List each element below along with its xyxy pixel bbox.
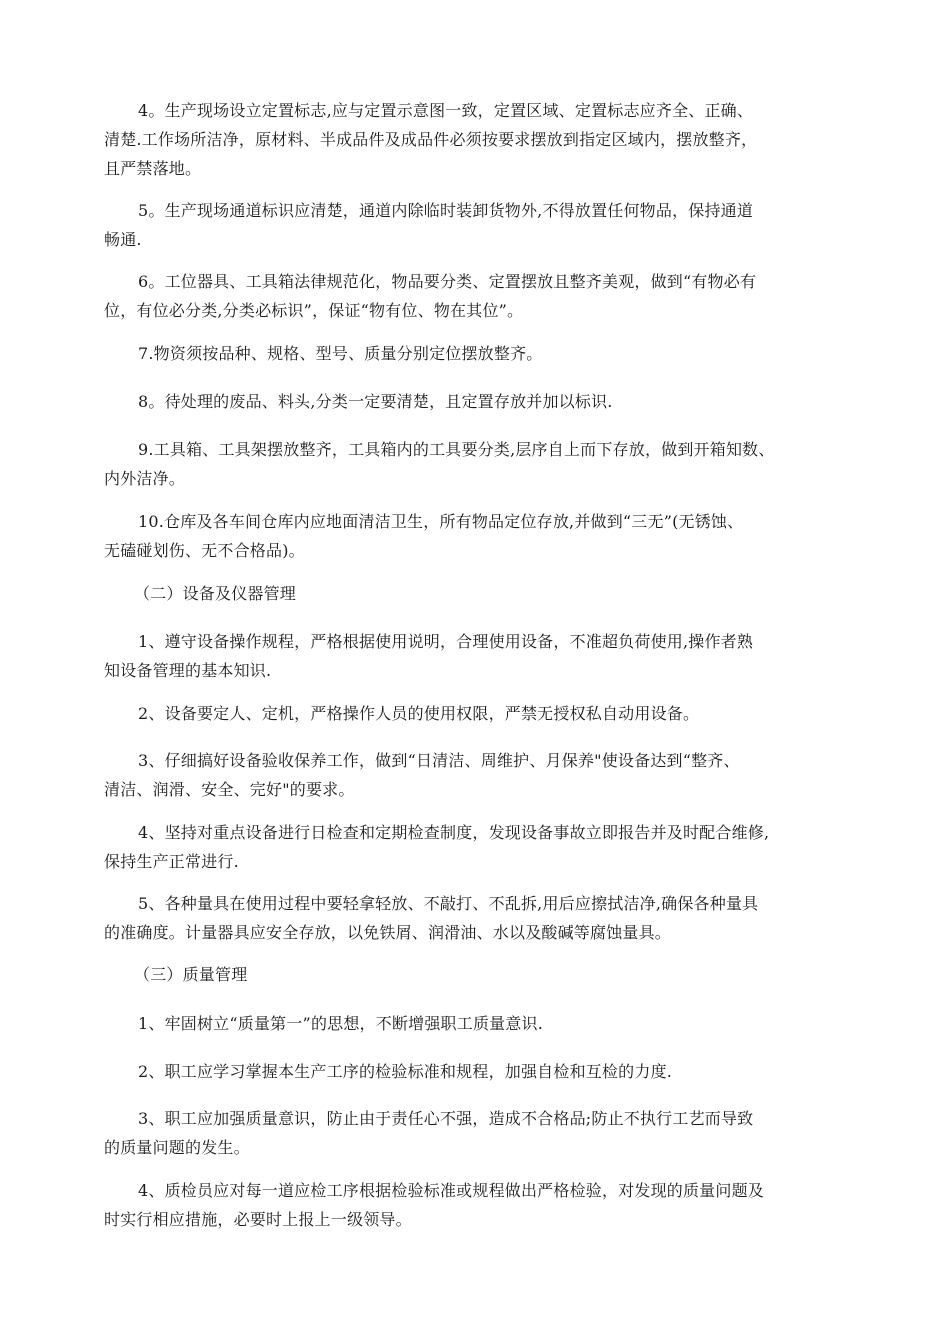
text-line: 无磕碰划伤、无不合格品)。 [104,541,305,560]
paragraph-equipment-4 [104,818,880,876]
paragraph-equipment-3 [104,746,880,804]
text-line: 10.仓库及各车间仓库内应地面清洁卫生，所有物品定位存放,并做到“三无”(无锈蚀、 [138,512,744,531]
paragraph-item-6 [104,267,880,325]
text-line: 的准确度。计量器具应安全存放，以免铁屑、润滑油、水以及酸碱等腐蚀量具。 [104,923,672,942]
paragraph-item-5 [104,196,880,254]
text-line: 2、职工应学习掌握本生产工序的检验标准和规程，加强自检和互检的力度. [138,1062,673,1081]
section-heading-quality [104,960,880,989]
text-line: 7.物资须按品种、规格、型号、质量分别定位摆放整齐。 [138,344,543,363]
text-line: 9.工具箱、工具架摆放整齐，工具箱内的工具要分类,层序自上而下存放，做到开箱知数、 [138,440,775,459]
text-line: 畅通. [104,230,142,249]
text-line: 时实行相应措施，必要时上报上一级领导。 [104,1210,412,1229]
paragraph-quality-2 [104,1057,880,1086]
paragraph-equipment-2 [104,699,880,728]
text-line: 的质量问题的发生。 [104,1138,250,1157]
paragraph-item-8 [104,387,880,416]
text-line: 知设备管理的基本知识. [104,661,272,680]
text-line: 5、各种量具在使用过程中要轻拿轻放、不敲打、不乱拆,用后应擦拭洁净,确保各种量具 [138,894,759,913]
paragraph-item-9 [104,435,880,493]
heading-text: （二）设备及仪器管理 [134,584,297,603]
text-line: 6。工位器具、工具箱法律规范化，物品要分类、定置摆放且整齐美观，做到“有物必有 [138,272,757,291]
paragraph-item-7 [104,339,880,368]
text-line: 位，有位必分类,分类必标识”，保证“物有位、物在其位”。 [104,301,524,320]
text-line: 8。待处理的废品、料头,分类一定要清楚，且定置存放并加以标识. [138,392,613,411]
paragraph-equipment-1 [104,627,880,685]
text-line: 4。生产现场设立定置标志,应与定置示意图一致，定置区域、定置标志应齐全、正确、 [138,101,754,120]
text-line: 1、遵守设备操作规程，严格根据使用说明，合理使用设备，不准超负荷使用,操作者熟 [138,632,754,651]
text-line: 内外洁净。 [104,469,186,488]
text-line: 清楚.工作场所洁净，原材料、半成品件及成品件必须按要求摆放到指定区域内，摆放整齐， [104,130,758,149]
text-line: 保持生产正常进行. [104,852,239,871]
text-line: 3、仔细搞好设备验收保养工作，做到“日清洁、周维护、月保养"使设备达到“整齐、 [138,751,740,770]
text-line: 5。生产现场通道标识应清楚，通道内除临时装卸货物外,不得放置任何物品，保持通道 [138,201,754,220]
text-line: 3、职工应加强质量意识，防止由于责任心不强，造成不合格品;防止不执行工艺而导致 [138,1109,754,1128]
text-line: 清洁、润滑、安全、完好"的要求。 [104,780,355,799]
paragraph-equipment-5 [104,889,880,947]
text-line: 4、质检员应对每一道应检工序根据检验标准或规程做出严格检验，对发现的质量问题及 [138,1181,764,1200]
text-line: 且严禁落地。 [104,159,202,178]
text-line: 4、坚持对重点设备进行日检查和定期检查制度，发现设备事故立即报告并及时配合维修, [138,823,770,842]
paragraph-quality-3 [104,1104,880,1162]
paragraph-quality-4 [104,1176,880,1234]
paragraph-item-10 [104,507,880,565]
paragraph-quality-1 [104,1009,880,1038]
section-heading-equipment [104,579,880,608]
text-line: 1、牢固树立“质量第一”的思想，不断增强职工质量意识. [138,1014,544,1033]
heading-text: （三）质量管理 [134,965,248,984]
text-line: 2、设备要定人、定机，严格操作人员的使用权限，严禁无授权私自动用设备。 [138,704,700,723]
paragraph-item-4 [104,96,880,183]
